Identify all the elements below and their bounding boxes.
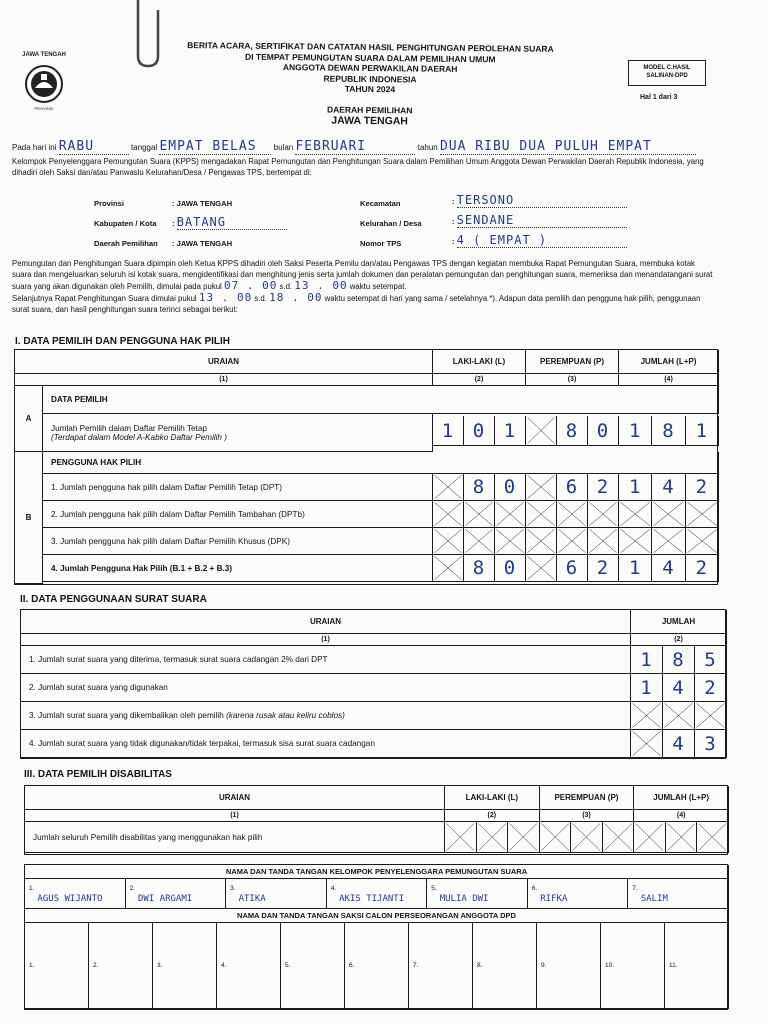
ballot-row-2-text: 2. Jumlah surat suara yang digunakan <box>29 683 168 692</box>
b4-laki-digit-3[interactable]: 0 <box>495 555 526 582</box>
col-perempuan-header: PEREMPUAN (P) <box>540 786 635 810</box>
opening-text: Kelompok Penyelenggara Pemungutan Suara (KPPS) mengadakan Rapat Pemungutan dan Penghitungan Suara dalam Pemilihan Umum Anggota Dewan Perwakilan Daerah Republik Indonesia, yang dihadiri oleh Saksi dan/atau Panwaslu Kelurahan/Desa / Pengawas TPS, bertempat di: <box>12 157 704 177</box>
ballot1-jumlah-digit-1[interactable]: 1 <box>631 646 663 674</box>
ballot2-jumlah-digit-2[interactable]: 4 <box>663 674 695 702</box>
b3-jumlah-blank-cross-icon[interactable] <box>619 528 652 555</box>
b4-perempuan-digit-3[interactable]: 2 <box>588 555 619 582</box>
kecamatan-label: Kecamatan <box>360 199 401 208</box>
region-label: DAERAH PEMILIHAN <box>326 104 413 115</box>
title-line-1: BERITA ACARA, SERTIFIKAT DAN CATATAN HASIL PENGHITUNGAN PEROLEHAN SUARA <box>187 40 554 54</box>
saksi-slot-6[interactable] <box>345 923 409 1009</box>
b1-perempuan-blank-cross-icon[interactable] <box>526 474 557 501</box>
saksi-number: 10. <box>605 962 615 969</box>
body-paragraph: Pemungutan dan Penghitungan Suara dipimpin oleh Ketua KPPS dihadiri oleh Saksi Peserta Pemilu dan/atau Pengawas TPS dengan kegiatan membuka Rapat Pemungutan Suara, membuka kotak suara dan mengeluarkan seluruh isi kotak suara, mengidentifikasi dan menghitung jenis serta jumlah dokumen dan peralatan pemungutan dan penghitungan suara, memeriksa dan menandatangani surat suara yang akan digunakan oleh Pemilih, dimulai pada pukul 07 . 00 s.d. 13 . 00 waktu setempat. Selanjutnya Rapat Penghitungan Suara dimulai pukul 13 . 00 s.d. 18 . 00 waktu setempat di hari yang sama / setelahnya *). Adapun data pemilih dan pengguna hak pilih, penggunaan surat suara, dan hasil penghitungan suara terinci sebagai berikut: <box>12 259 713 314</box>
col-num-2: (2) <box>631 634 727 646</box>
ballot-row-1-label <box>21 646 631 674</box>
disability-blank-cross-icon[interactable] <box>477 822 509 853</box>
col-uraian-header: URAIAN <box>21 610 631 634</box>
disability-row-label: Jumlah seluruh Pemilih disabilitas yang menggunakan hak pilih <box>25 822 445 853</box>
ballot3-jumlah-blank-cross-icon[interactable] <box>695 702 727 730</box>
tps-value: : 4 ( EMPAT ) <box>452 233 627 248</box>
document-title <box>150 40 591 131</box>
b3-jumlah-blank-cross-icon[interactable] <box>686 528 719 555</box>
svg-text:JAWA TENGAH: JAWA TENGAH <box>22 52 66 58</box>
kpps-name: MULIA DWI <box>439 894 489 904</box>
saksi-slot-2[interactable] <box>89 923 153 1009</box>
saksi-slot-11[interactable] <box>665 923 729 1009</box>
b1-jumlah-digit-2[interactable]: 4 <box>652 474 685 501</box>
saksi-signature-title: NAMA DAN TANDA TANGAN SAKSI CALON PERSEORANGAN ANGGOTA DPD <box>25 909 729 923</box>
section-1-title: I. DATA PEMILIH DAN PENGGUNA HAK PILIH <box>15 336 230 347</box>
tps-label: Nomor TPS <box>360 239 402 248</box>
saksi-slot-7[interactable] <box>409 923 473 1009</box>
saksi-number: 2. <box>93 962 99 969</box>
b2-laki-blank-cross-icon[interactable] <box>495 501 526 528</box>
b-row-2-label: 2. Jumlah pengguna hak pilih dalam Daftar Pemilih Tambahan (DPTb) <box>43 501 433 528</box>
ballot-row-4-label <box>21 730 631 758</box>
day-label: Pada hari ini <box>12 143 57 152</box>
col-num-1: (1) <box>15 374 433 386</box>
b1-laki-digit-3[interactable]: 0 <box>495 474 526 501</box>
b4-jumlah-digit-2[interactable]: 4 <box>652 555 685 582</box>
b2-jumlah-blank-cross-icon[interactable] <box>619 501 652 528</box>
saksi-number: 5. <box>285 962 291 969</box>
kpps-name: RIFKA <box>540 894 568 904</box>
saksi-number: 7. <box>413 962 419 969</box>
kpps-number: 2. <box>129 885 135 892</box>
section-a-letter: A <box>15 386 43 452</box>
saksi-slot-4[interactable] <box>217 923 281 1009</box>
title-line-5: TAHUN 2024 <box>344 83 396 95</box>
kpps-member-7[interactable] <box>628 879 729 909</box>
section-3-title: III. DATA PEMILIH DISABILITAS <box>24 769 172 780</box>
voter-data-table <box>14 349 718 585</box>
ballot-row-3-note: (karena rusak atau keliru coblos) <box>226 711 345 720</box>
kpps-number: 5. <box>431 885 437 892</box>
b2-jumlah-blank-cross-icon[interactable] <box>652 501 685 528</box>
saksi-slot-10[interactable] <box>601 923 665 1009</box>
disability-blank-cross-icon[interactable] <box>571 822 603 853</box>
month-value: FEBRUARI <box>295 139 415 155</box>
disability-blank-cross-icon[interactable] <box>603 822 635 853</box>
b4-laki-digit-2[interactable]: 8 <box>464 555 495 582</box>
year-label: tahun <box>417 143 438 152</box>
dapil-label: Daerah Pemilihan <box>94 239 158 248</box>
b-row-4-label: 4. Jumlah Pengguna Hak Pilih (B.1 + B.2 + B.3) <box>43 555 433 582</box>
b2-laki-blank-cross-icon[interactable] <box>433 501 464 528</box>
a-laki-digit-3[interactable]: 1 <box>495 416 526 446</box>
section-b-letter: B <box>15 452 43 584</box>
b3-perempuan-blank-cross-icon[interactable] <box>588 528 619 555</box>
b1-laki-digit-2[interactable]: 8 <box>464 474 495 501</box>
col-uraian-header: URAIAN <box>15 350 433 374</box>
col-jumlah-header: JUMLAH (L+P) <box>634 786 729 810</box>
a-perempuan-digit-3[interactable]: 0 <box>588 416 619 446</box>
model-line-1: MODEL C.HASIL <box>643 65 691 71</box>
b1-perempuan-digit-2[interactable]: 6 <box>557 474 588 501</box>
saksi-slot-8[interactable] <box>473 923 537 1009</box>
saksi-slot-9[interactable] <box>537 923 601 1009</box>
a-laki-digit-1[interactable]: 1 <box>433 416 464 446</box>
date-label: tanggal <box>130 143 158 152</box>
a-jumlah-digit-2[interactable]: 8 <box>652 416 685 446</box>
b2-laki-blank-cross-icon[interactable] <box>464 501 495 528</box>
start-time: 07 . 00 <box>223 279 278 292</box>
kpps-name: ATIKA <box>238 894 266 904</box>
b3-laki-blank-cross-icon[interactable] <box>495 528 526 555</box>
b4-jumlah-digit-1[interactable]: 1 <box>619 555 652 582</box>
signature-table <box>24 864 728 1010</box>
ballot3-jumlah-blank-cross-icon[interactable] <box>631 702 663 730</box>
saksi-number: 8. <box>477 962 483 969</box>
ballot-row-3-text: 3. Jumlah surat suara yang dikembalikan oleh pemilih <box>29 711 224 720</box>
kpps-member-2[interactable] <box>126 879 227 909</box>
ballot3-jumlah-blank-cross-icon[interactable] <box>663 702 695 730</box>
kecamatan-value: : TERSONO <box>452 193 627 208</box>
kpps-number: 3. <box>230 885 236 892</box>
b2-perempuan-blank-cross-icon[interactable] <box>557 501 588 528</box>
title-line-4: REPUBLIK INDONESIA <box>323 73 417 84</box>
b-row-1-label: 1. Jumlah pengguna hak pilih dalam Daftar Pemilih Tetap (DPT) <box>43 474 433 501</box>
title-line-3: ANGGOTA DEWAN PERWAKILAN DAERAH <box>282 62 458 74</box>
year-value: DUA RIBU DUA PULUH EMPAT <box>440 139 696 155</box>
b1-jumlah-digit-1[interactable]: 1 <box>619 474 652 501</box>
svg-text:PROVINSI: PROVINSI <box>34 106 54 111</box>
region-value: JAWA TENGAH <box>331 114 408 128</box>
count-start-time: 13 . 00 <box>198 291 253 304</box>
ballot4-jumlah-digit-2[interactable]: 4 <box>663 730 695 758</box>
kpps-number: 6. <box>531 885 538 892</box>
ballot4-jumlah-digit-3[interactable]: 3 <box>695 730 727 758</box>
kpps-member-1[interactable] <box>25 879 126 909</box>
kelurahan-label: Kelurahan / Desa <box>360 219 422 228</box>
a-perempuan-digit-2[interactable]: 8 <box>557 416 588 446</box>
a-jumlah-digit-1[interactable]: 1 <box>619 416 652 446</box>
kpps-member-4[interactable] <box>327 879 428 909</box>
ballot4-jumlah-blank-cross-icon[interactable] <box>631 730 663 758</box>
section-2-title: II. DATA PENGGUNAAN SURAT SUARA <box>20 594 207 605</box>
col-jumlah-header: JUMLAH <box>631 610 727 634</box>
a-perempuan-blank-cross-icon[interactable] <box>526 416 557 446</box>
col-num-4: (4) <box>619 374 719 386</box>
col-jumlah-header: JUMLAH (L+P) <box>619 350 719 374</box>
b1-laki-blank-cross-icon[interactable] <box>433 474 464 501</box>
saksi-number: 3. <box>157 962 163 969</box>
dpt-row-line1: Jumlah Pemilih dalam Daftar Pemilih Tetap <box>51 423 207 433</box>
saksi-number: 4. <box>221 962 227 969</box>
ballot2-jumlah-digit-1[interactable]: 1 <box>631 674 663 702</box>
ballot1-jumlah-digit-3[interactable]: 5 <box>695 646 727 674</box>
saksi-number: 9. <box>541 962 547 969</box>
disability-blank-cross-icon[interactable] <box>666 822 698 853</box>
disability-blank-cross-icon[interactable] <box>540 822 572 853</box>
col-num-4: (4) <box>634 810 729 822</box>
col-uraian-header: URAIAN <box>25 786 445 810</box>
ballot-row-1-text: 1. Jumlah surat suara yang diterima, termasuk surat suara cadangan 2% dari DPT <box>29 655 328 664</box>
kpps-number: 4. <box>330 885 337 892</box>
b1-jumlah-digit-3[interactable]: 2 <box>686 474 719 501</box>
count-end-time: 18 . 00 <box>269 291 323 304</box>
col-num-1: (1) <box>21 634 631 646</box>
section-b-title: PENGGUNA HAK PILIH <box>43 452 719 474</box>
ballot-usage-table <box>20 609 726 759</box>
page-info: Hal 1 dari 3 <box>640 94 678 101</box>
kpps-member-5[interactable] <box>427 879 528 909</box>
b1-perempuan-digit-3[interactable]: 2 <box>588 474 619 501</box>
ballot-row-2-label <box>21 674 631 702</box>
col-num-3: (3) <box>540 810 635 822</box>
disability-blank-cross-icon[interactable] <box>445 822 477 853</box>
saksi-number: 6. <box>349 962 355 969</box>
b4-perempuan-blank-cross-icon[interactable] <box>526 555 557 582</box>
saksi-slot-1[interactable] <box>25 923 89 1009</box>
saksi-slot-3[interactable] <box>153 923 217 1009</box>
dpt-row-label <box>43 414 433 452</box>
saksi-number: 1. <box>29 962 35 969</box>
date-value: EMPAT BELAS <box>159 139 271 155</box>
b2-perempuan-blank-cross-icon[interactable] <box>526 501 557 528</box>
b3-laki-blank-cross-icon[interactable] <box>433 528 464 555</box>
col-num-1: (1) <box>25 810 445 822</box>
disability-table <box>24 785 728 855</box>
b3-perempuan-blank-cross-icon[interactable] <box>526 528 557 555</box>
a-jumlah-digit-3[interactable]: 1 <box>686 416 719 446</box>
kpps-name: DWI ARGAMI <box>137 894 193 904</box>
kpps-member-3[interactable] <box>226 879 327 909</box>
ballot-row-4-text: 4. Jumlah surat suara yang tidak digunakan/tidak terpakai, termasuk sisa surat suara cadangan <box>29 739 375 748</box>
disability-blank-cross-icon[interactable] <box>634 822 666 853</box>
kpps-member-6[interactable] <box>528 879 629 909</box>
kpps-signature-title: NAMA DAN TANDA TANGAN KELOMPOK PENYELENGGARA PEMUNGUTAN SUARA <box>25 865 729 879</box>
kabupaten-label: Kabupaten / Kota <box>94 219 157 228</box>
kabupaten-value: : BATANG <box>172 215 287 230</box>
kpps-number: 7. <box>632 885 638 892</box>
saksi-slot-5[interactable] <box>281 923 345 1009</box>
opening-line <box>12 139 696 155</box>
kpps-name: AGUS WIJANTO <box>37 894 103 904</box>
ballot1-jumlah-digit-2[interactable]: 8 <box>663 646 695 674</box>
provinsi-value: : JAWA TENGAH <box>172 199 233 208</box>
b4-jumlah-digit-3[interactable]: 2 <box>686 555 719 582</box>
saksi-number: 11. <box>669 962 678 969</box>
jawa-tengah-logo-icon <box>18 48 70 116</box>
model-line-2: SALINAN-DPD <box>646 73 688 79</box>
provinsi-label: Provinsi <box>94 199 124 208</box>
col-laki-header: LAKI-LAKI (L) <box>445 786 540 810</box>
kelurahan-value: : SENDANE <box>452 213 627 228</box>
b4-laki-blank-cross-icon[interactable] <box>433 555 464 582</box>
col-num-2: (2) <box>445 810 540 822</box>
col-laki-header: LAKI-LAKI (L) <box>433 350 526 374</box>
b3-jumlah-blank-cross-icon[interactable] <box>652 528 685 555</box>
kpps-name: AKIS TIJANTI <box>339 894 405 904</box>
b3-perempuan-blank-cross-icon[interactable] <box>557 528 588 555</box>
disability-blank-cross-icon[interactable] <box>697 822 729 853</box>
b-row-3-label: 3. Jumlah pengguna hak pilih dalam Daftar Pemilih Khusus (DPK) <box>43 528 433 555</box>
ballot2-jumlah-digit-3[interactable]: 2 <box>695 674 727 702</box>
b2-perempuan-blank-cross-icon[interactable] <box>588 501 619 528</box>
b4-perempuan-digit-2[interactable]: 6 <box>557 555 588 582</box>
a-laki-digit-2[interactable]: 0 <box>464 416 495 446</box>
disability-blank-cross-icon[interactable] <box>508 822 540 853</box>
kpps-number: 1. <box>29 885 35 892</box>
dpt-row-line2: (Terdapat dalam Model A-Kabko Daftar Pemilih ) <box>51 432 227 442</box>
day-value: RABU <box>59 139 129 155</box>
col-perempuan-header: PEREMPUAN (P) <box>526 350 619 374</box>
section-a-title: DATA PEMILIH <box>43 386 719 414</box>
b3-laki-blank-cross-icon[interactable] <box>464 528 495 555</box>
ballot-row-3-label <box>21 702 631 730</box>
month-label: bulan <box>273 143 294 152</box>
model-box <box>628 60 706 86</box>
col-num-2: (2) <box>433 374 526 386</box>
title-line-2: DI TEMPAT PEMUNGUTAN SUARA DALAM PEMILIHAN UMUM <box>245 51 496 64</box>
end-time: 13 . 00 <box>294 279 348 292</box>
col-num-3: (3) <box>526 374 619 386</box>
dapil-value: : JAWA TENGAH <box>172 239 233 248</box>
b2-jumlah-blank-cross-icon[interactable] <box>686 501 719 528</box>
kpps-name: SALIM <box>640 894 668 904</box>
